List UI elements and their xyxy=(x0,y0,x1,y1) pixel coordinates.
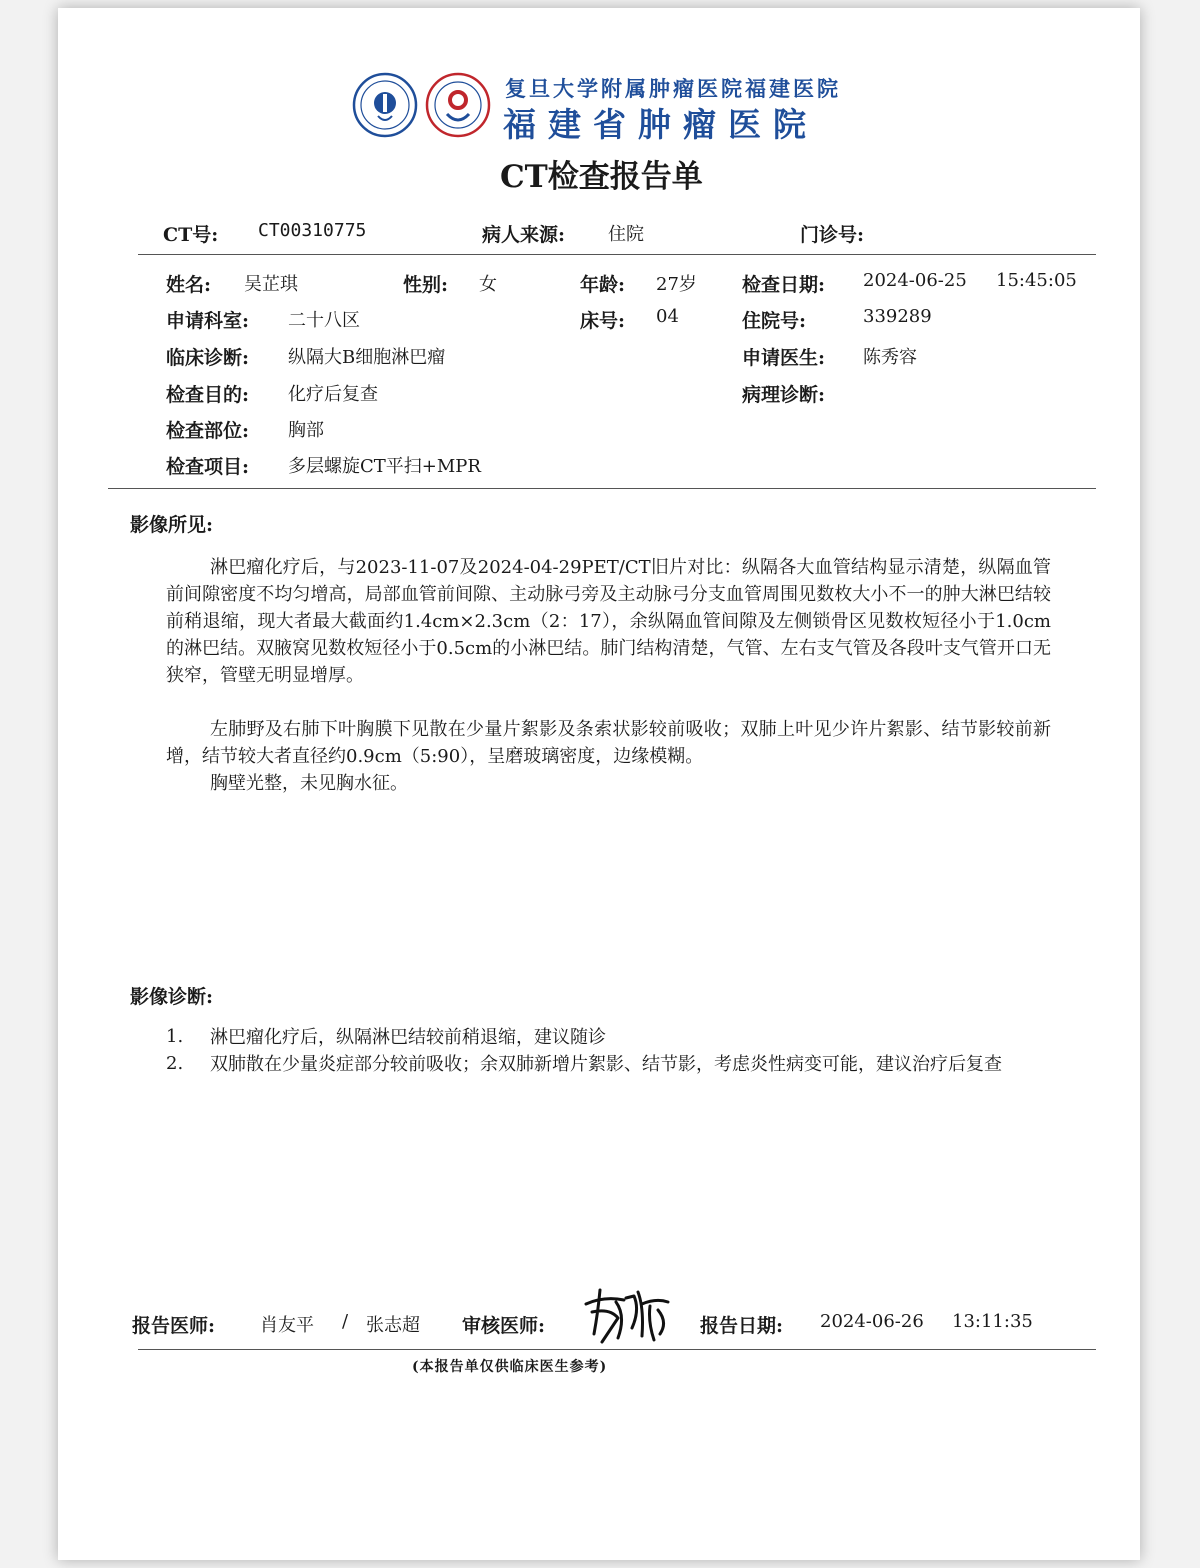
clinic-label: 门诊号: xyxy=(800,224,865,246)
divider-bottom xyxy=(138,1349,1096,1350)
review-doctor-label: 审核医师: xyxy=(462,1315,546,1337)
diagnosis-item-1: 淋巴瘤化疗后，纵隔淋巴结较前稍退缩，建议随诊 xyxy=(210,1027,606,1048)
source-value: 住院 xyxy=(608,224,644,245)
item-value: 多层螺旋CT平扫+MPR xyxy=(288,456,481,477)
cancer-hospital-logo-icon xyxy=(425,72,491,138)
doctor-value: 陈秀容 xyxy=(863,347,917,368)
findings-label: 影像所见: xyxy=(130,514,214,536)
bed-value: 04 xyxy=(656,306,679,327)
admission-label: 住院号: xyxy=(742,310,807,332)
name-label: 姓名: xyxy=(166,274,212,296)
sex-value: 女 xyxy=(479,274,497,295)
signature xyxy=(580,1282,675,1350)
sex-label: 性别: xyxy=(403,274,449,296)
source-label: 病人来源: xyxy=(482,224,566,246)
diagnosis-item-2: 双肺散在少量炎症部分较前吸收；余双肺新增片絮影、结节影，考虑炎性病变可能，建议治疗后复查 xyxy=(210,1054,1002,1075)
divider-mid xyxy=(108,488,1096,489)
site-label: 检查部位: xyxy=(166,420,250,442)
ct-no-label: CT号: xyxy=(163,224,219,246)
dept-value: 二十八区 xyxy=(288,310,360,331)
name-value: 吴芷琪 xyxy=(244,274,298,295)
item-label: 检查项目: xyxy=(166,456,250,478)
findings-paragraph-2: 左肺野及右肺下叶胸膜下见散在少量片絮影及条索状影较前吸收；双肺上叶见少许片絮影、结节影较前新增，结节较大者直径约0.9cm（5:90），呈磨玻璃密度，边缘模糊。 xyxy=(166,719,1051,767)
report-date-label: 报告日期: xyxy=(700,1315,784,1337)
report-title: CT检查报告单 xyxy=(500,159,703,195)
findings-paragraph-3: 胸壁光整，未见胸水征。 xyxy=(210,773,408,794)
report-time-value: 13:11:35 xyxy=(952,1311,1033,1332)
clinical-dx-label: 临床诊断: xyxy=(166,347,250,369)
hospital-name-top: 复旦大学附属肿瘤医院福建医院 xyxy=(505,76,841,101)
divider-top xyxy=(138,254,1096,255)
age-label: 年龄: xyxy=(580,274,626,296)
ct-no-value: CT00310775 xyxy=(258,220,367,241)
report-date-value: 2024-06-26 xyxy=(820,1311,924,1332)
diagnosis-num-1: 1. xyxy=(166,1026,184,1047)
admission-value: 339289 xyxy=(863,306,932,327)
path-dx-label: 病理诊断: xyxy=(742,384,826,406)
bed-label: 床号: xyxy=(580,310,626,332)
dept-label: 申请科室: xyxy=(166,310,250,332)
report-doctor-value-2: 张志超 xyxy=(366,1315,420,1336)
diagnosis-num-2: 2. xyxy=(166,1053,184,1074)
purpose-value: 化疗后复查 xyxy=(288,384,378,405)
exam-date-value: 2024-06-25 xyxy=(863,270,967,291)
doctor-label: 申请医生: xyxy=(742,347,826,369)
purpose-label: 检查目的: xyxy=(166,384,250,406)
exam-date-label: 检查日期: xyxy=(742,274,826,296)
diagnosis-label: 影像诊断: xyxy=(130,986,214,1008)
hospital-name-main: 福建省肿瘤医院 xyxy=(503,105,818,144)
exam-time-value: 15:45:05 xyxy=(996,270,1077,291)
report-doctor-slash: / xyxy=(342,1311,349,1332)
report-doctor-value: 肖友平 xyxy=(260,1315,314,1336)
findings-paragraph-1: 淋巴瘤化疗后，与2023-11-07及2024-04-29PET/CT旧片对比：纵隔各大血管结构显示清楚，纵隔血管前间隙密度不均匀增高，局部血管前间隙、主动脉弓旁及主动脉弓分支血管周围见数枚大小不一的肿大淋巴结较前稍退缩，现大者最大截面约1.4cm×2.3cm（2：17），余纵隔血管间隙及左侧锁骨区见数枚短径小于1.0cm的淋巴结。双腋窝见数枚短径小于0.5cm的小淋巴结。肺门结构清楚，气管、左右支气管及各段叶支气管开口无狭窄，管壁无明显增厚。 xyxy=(166,557,1051,686)
site-value: 胸部 xyxy=(288,420,324,441)
age-value: 27岁 xyxy=(656,274,697,295)
disclaimer-note: (本报告单仅供临床医生参考) xyxy=(412,1359,608,1375)
report-doctor-label: 报告医师: xyxy=(132,1315,216,1337)
clinical-dx-value: 纵隔大B细胞淋巴瘤 xyxy=(288,347,446,368)
hospital-emblem-icon xyxy=(352,72,418,138)
